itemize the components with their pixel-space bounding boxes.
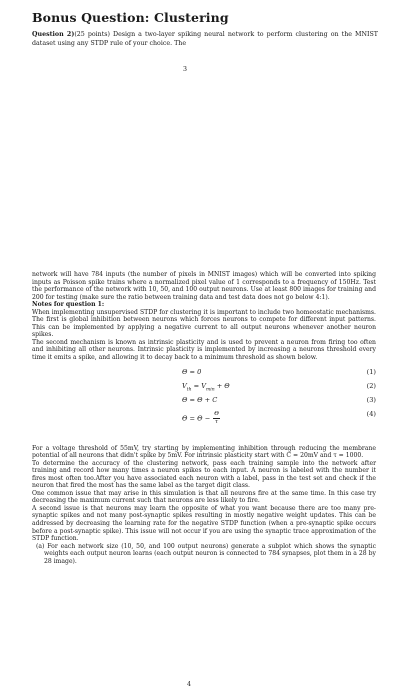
notes-heading: Notes for question 1: — [32, 301, 105, 309]
equation-number: (4) — [366, 409, 376, 418]
question-intro — [32, 31, 378, 48]
threshold-paragraph: For a voltage threshold of 55mV, try starting by implementing inhibition through reducing the membrane potential of all neurons that didn't spike by 5mV. For intrinsic plasticity start with C = 20mV and τ = 1000. — [32, 444, 376, 460]
equation-2: $V_{th} = V_{min} + \Theta$ (2) — [182, 381, 376, 392]
equation-block — [32, 369, 376, 439]
accuracy-paragraph: To determine the accuracy of the clustering network, pass each training sample into the network after training and record how many times a neuron spikes to each input. A neuron is labeled with the number it fires most often too.After you have associated each neuron with a label, pass in the test set and check if the neuron that fired the most has the same label as the target digit class. — [32, 459, 376, 490]
notes-paragraph-2: The second mechanism is known as intrinsic plasticity and is used to prevent a neuron from firing too often and inhibiting all other neurons. Intrinsic plasticity is implemented by increasing a neurons threshold every time it emits a spike, and allowing it to decay back to a minimum threshold as shown below. — [32, 338, 376, 362]
equation-number: (3) — [366, 395, 376, 404]
issue-paragraph-2: A second issue is that neurons may learn the opposite of what you want because there are too many pre-synaptic spikes and not many post-synaptic spikes resulting in mostly negative weight updates. This can be addressed by decreasing the learning rate for the negative STDP function (when a pre-synaptic spike occurs before a post-synaptic spike). This issue will not occur if you are using the synaptic trace approximation of the STDP function. — [32, 504, 376, 543]
question-points: (25 points) — [74, 31, 110, 38]
list-item-a: (a) For each network size (10, 50, and 100 output neurons) generate a subplot which shows the synaptic weights each output neuron learns (each output neuron is connected to 784 synapses, plot them in a 28 by 28 image). — [36, 542, 376, 565]
notes-paragraph-1: When implementing unsupervised STDP for clustering it is important to include two homeostatic mechanisms. The first is global inhibition between neurons which forces neurons to compete for different input patterns. This can be implemented by applying a negative current to all output neurons whenever another neuron spikes. — [32, 308, 376, 339]
page-number-3: 3 — [183, 66, 188, 73]
equation-1: Θ = 0 (1) — [182, 367, 376, 376]
equation-number: (1) — [366, 367, 376, 376]
question-label: Question 2) — [32, 31, 75, 38]
equation-3: Θ = Θ + C (3) — [182, 395, 376, 404]
intro-paragraph: network will have 784 inputs (the number of pixels in MNIST images) which will be converted into spiking inputs as Poisson spike trains where a normalized pixel value of 1 corresponds to a frequency of 150Hz. Test the performance of the network with 10, 50, and 100 output neurons. Use at least 800 images for training and 200 for testing (make sure the ratio between training data and test data does not go below 4:1). — [32, 271, 376, 301]
equation-4: Θ = Θ − $\frac{\Theta}{\tau}$ (4) — [182, 409, 376, 425]
page-number-4: 4 — [187, 681, 192, 688]
page-title: Bonus Question: Clustering — [32, 10, 229, 25]
fraction: $\frac{\Theta}{\tau}$ — [214, 410, 219, 425]
question-body — [32, 271, 376, 565]
question-text: Design a two-layer spiking neural network to perform clustering on the MNIST dataset using any STDP rule of your choice. The — [32, 31, 378, 47]
equation-number: (2) — [366, 381, 376, 390]
issue-paragraph-1: One common issue that may arise in this simulation is that all neurons fire at the same time. In this case try decreasing the maximum current such that neurons are less likely to fire. — [32, 489, 376, 505]
